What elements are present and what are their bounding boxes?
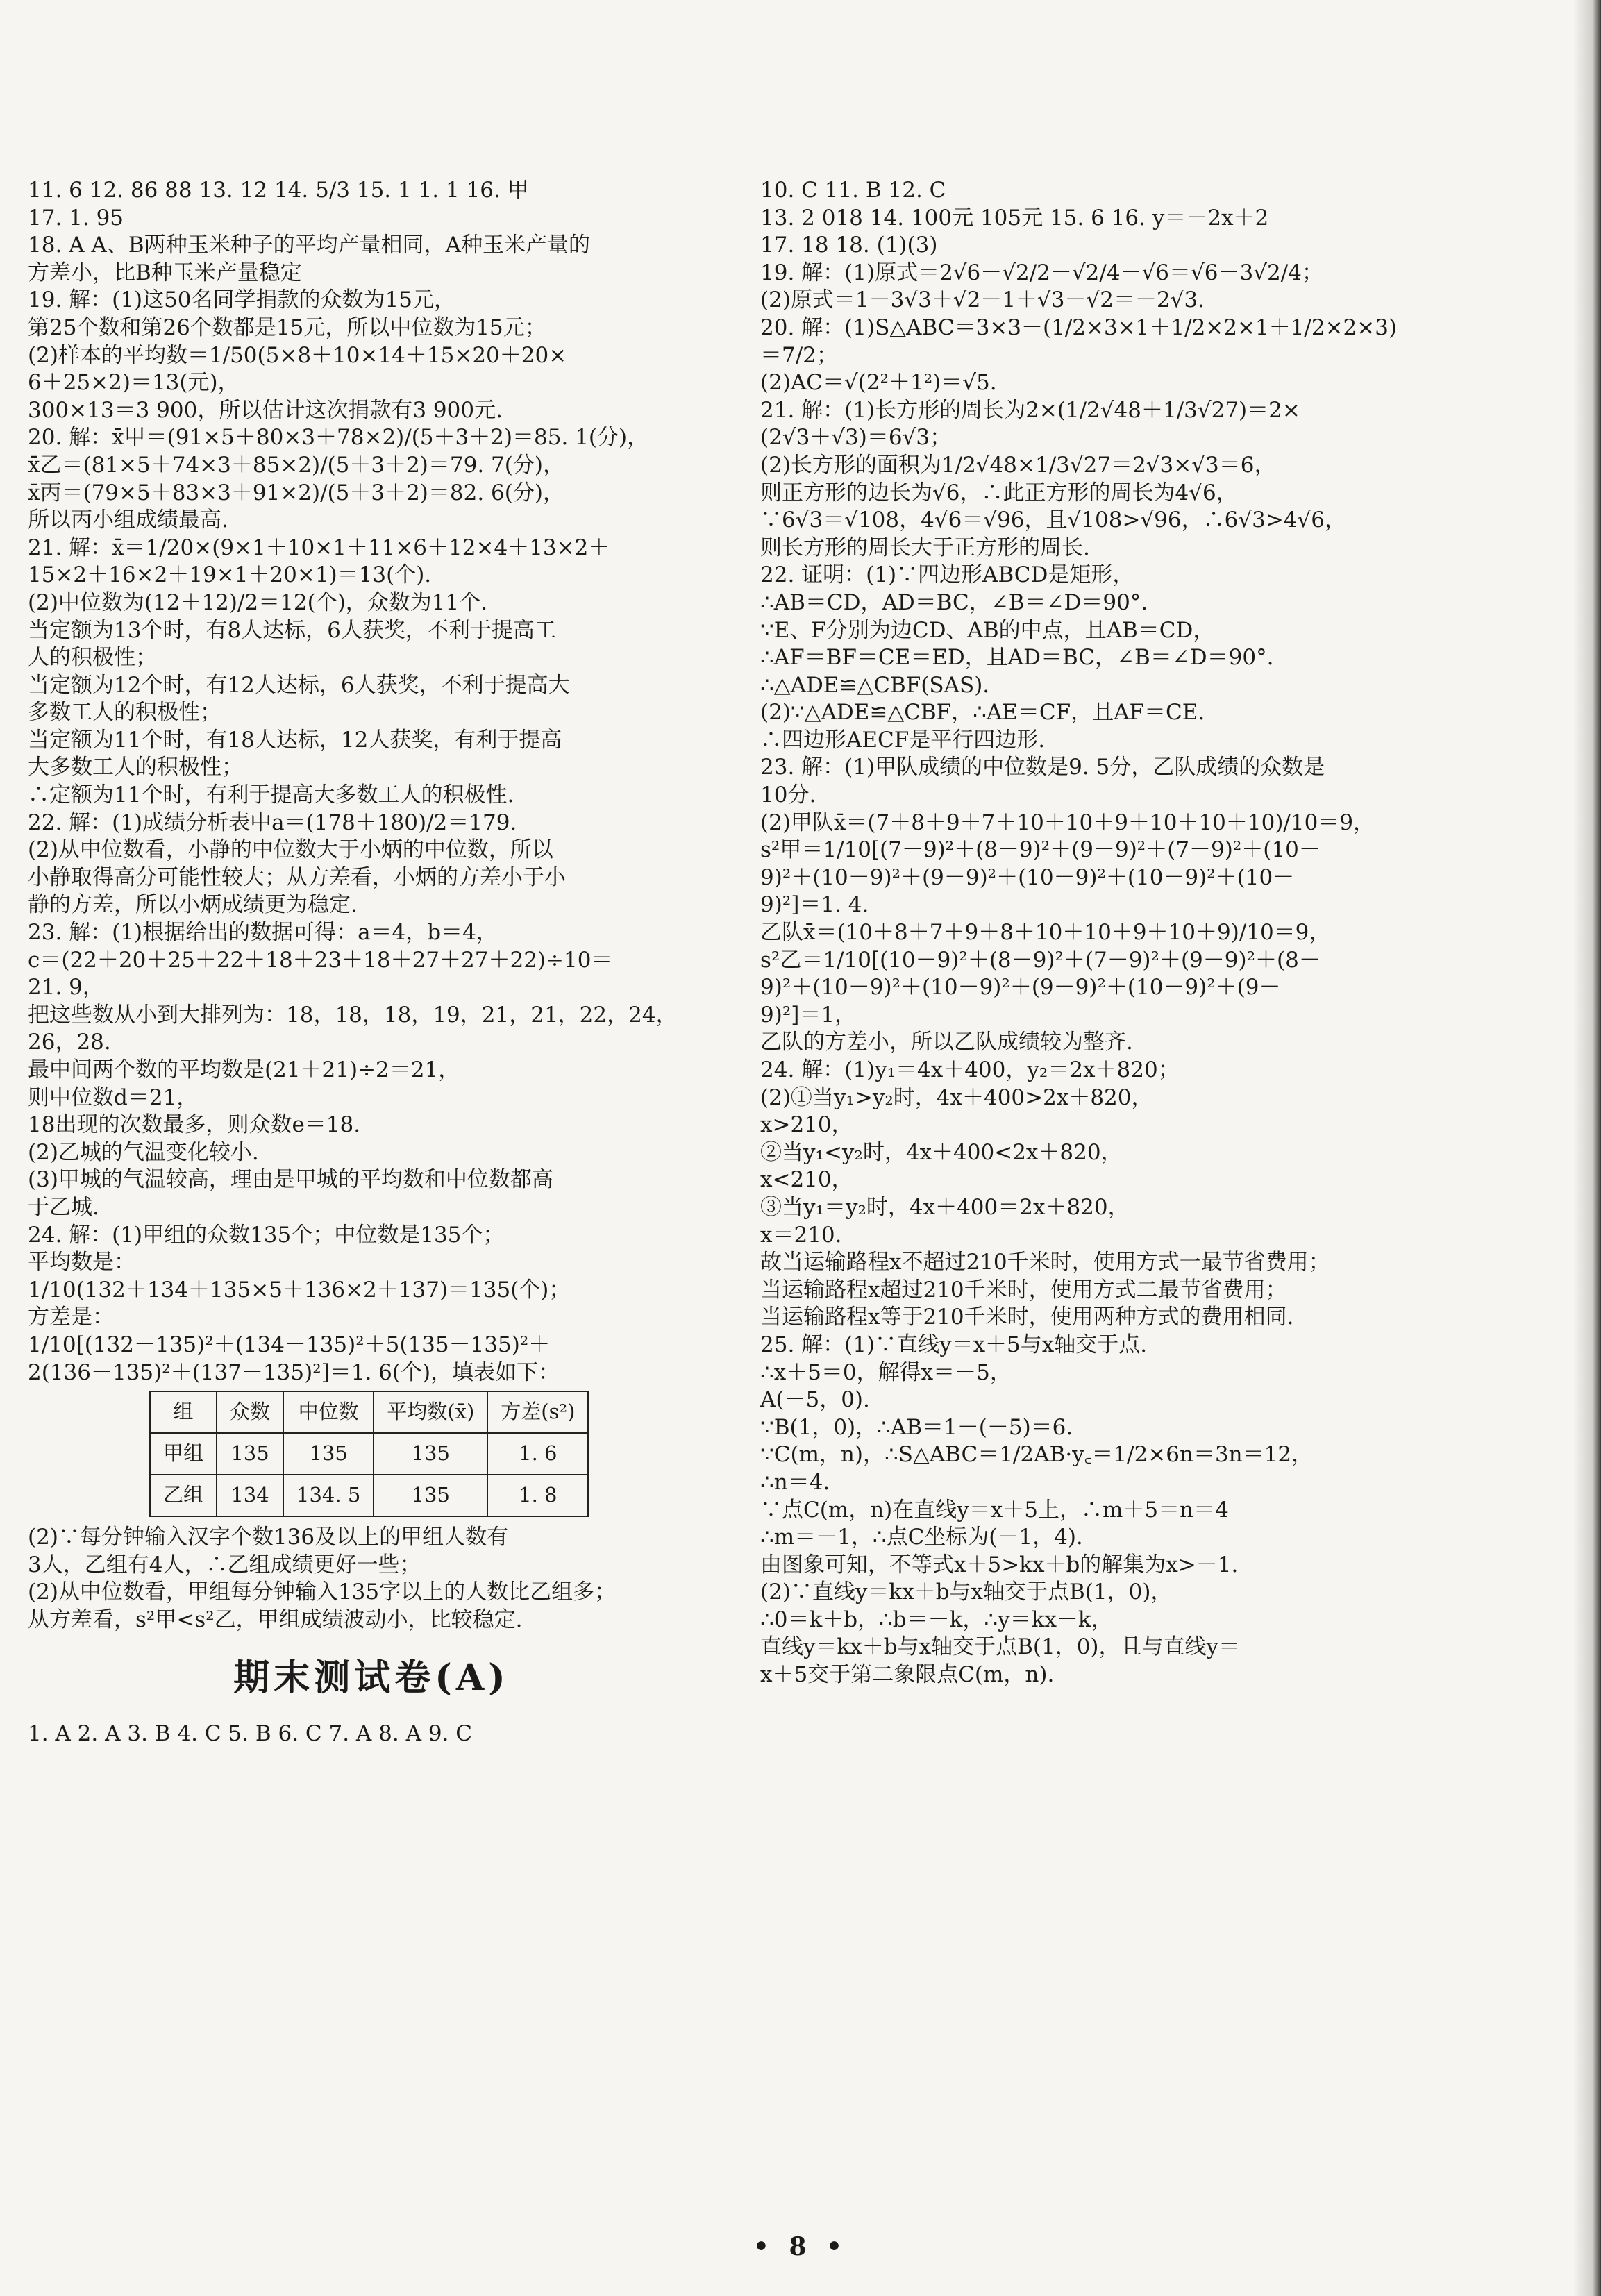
right-column — [760, 177, 1448, 1689]
answer-line: ∴n＝4. — [760, 1469, 830, 1495]
answer-line: 则中位数d＝21， — [28, 1084, 199, 1110]
table-cell: 135 — [283, 1433, 374, 1475]
answer-line: 19. 解：(1)原式＝2√6－√2/2－√2/4－√6＝√6－3√2/4； — [760, 260, 1323, 285]
right-answer-lines — [760, 177, 1448, 1689]
answer-line: 17. 1. 95 — [28, 205, 124, 231]
answer-line: (2)从中位数看，甲组每分钟输入135字以上的人数比乙组多； — [28, 1579, 617, 1605]
table-header-row — [150, 1391, 588, 1433]
section-title: 期末测试卷(A) — [233, 1656, 510, 1699]
answer-line: 19. 解：(1)这50名同学捐款的众数为15元， — [28, 287, 455, 313]
answer-line: x>210， — [760, 1112, 853, 1138]
answer-line: 1/10(132＋134＋135×5＋136×2＋137)＝135(个)； — [28, 1277, 571, 1302]
answer-line: 9)²]＝1. 4. — [760, 892, 869, 918]
table-header-cell: 平均数(x̄) — [374, 1391, 487, 1433]
answer-line: 方差小，比B种玉米产量稳定 — [28, 260, 302, 285]
table-header-cell: 方差(s²) — [487, 1391, 588, 1433]
answer-line: x̄丙＝(79×5＋83×3＋91×2)/(5＋3＋2)＝82. 6(分)， — [28, 480, 564, 505]
answer-line: A(－5，0). — [760, 1387, 870, 1413]
answer-line: 23. 解：(1)根据给出的数据可得：a＝4，b＝4， — [28, 920, 498, 946]
table-row — [150, 1475, 588, 1516]
answer-line: (2)甲队x̄＝(7＋8＋9＋7＋10＋10＋9＋10＋10＋10)/10＝9， — [760, 810, 1375, 835]
answer-line: ∵点C(m，n)在直线y＝x＋5上，∴m＋5＝n＝4 — [760, 1497, 1229, 1523]
answer-line: ∵6√3＝√108，4√6＝√96，且√108>√96，∴6√3>4√6， — [760, 508, 1346, 533]
page-binding-edge — [1573, 0, 1601, 2296]
answer-line: 24. 解：(1)甲组的众数135个；中位数是135个； — [28, 1222, 505, 1248]
answer-line: 则正方形的边长为√6，∴此正方形的周长为4√6， — [760, 480, 1238, 505]
answer-line: 大多数工人的积极性； — [28, 755, 243, 780]
table-cell: 135 — [374, 1475, 487, 1516]
left-after-table-lines — [28, 1524, 715, 1634]
answer-line: ∵C(m，n)，∴S△ABC＝1/2AB·y꜀＝1/2×6n＝3n＝12， — [760, 1442, 1314, 1468]
left-answer-lines — [28, 177, 715, 1386]
answer-line: 当运输路程x等于210千米时，使用两种方式的费用相同. — [760, 1305, 1294, 1330]
answer-line: 21. 解：x̄＝1/20×(9×1＋10×1＋11×6＋12×4＋13×2＋ — [28, 535, 610, 560]
answer-line: 22. 证明：(1)∵四边形ABCD是矩形， — [760, 562, 1134, 588]
answer-line: c＝(22＋20＋25＋22＋18＋23＋18＋27＋27＋22)÷10＝ — [28, 947, 613, 973]
answer-line: 9)²＋(10－9)²＋(10－9)²＋(9－9)²＋(10－9)²＋(9－ — [760, 975, 1281, 1000]
answer-line: 平均数是： — [28, 1250, 135, 1275]
table-cell: 1. 6 — [487, 1433, 588, 1475]
answer-line: 乙队x̄＝(10＋8＋7＋9＋8＋10＋10＋9＋10＋9)/10＝9， — [760, 920, 1331, 946]
answer-line: (2)∵△ADE≌△CBF，∴AE＝CF，且AF＝CE. — [760, 700, 1205, 726]
answer-line: 从方差看，s²甲<s²乙，甲组成绩波动小，比较稳定. — [28, 1607, 523, 1632]
answer-line: 当定额为13个时，有8人达标，6人获奖，不利于提高工 — [28, 617, 556, 643]
answer-line: 直线y＝kx＋b与x轴交于点B(1，0)，且与直线y＝ — [760, 1634, 1241, 1660]
table-cell: 135 — [374, 1433, 487, 1475]
answer-line: (2)①当y₁>y₂时，4x＋400>2x＋820， — [760, 1084, 1153, 1110]
answer-line: 所以丙小组成绩最高. — [28, 508, 228, 533]
answer-line: 9)²]＝1， — [760, 1002, 857, 1028]
answer-line: 18. A A、B两种玉米种子的平均产量相同，A种玉米产量的 — [28, 233, 590, 258]
answer-line: (2)从中位数看，小静的中位数大于小炳的中位数，所以 — [28, 837, 553, 863]
answer-line: 1. A 2. A 3. B 4. C 5. B 6. C 7. A 8. A 9. C — [28, 1720, 472, 1746]
answer-line: 13. 2 018 14. 100元 105元 15. 6 16. y＝－2x＋2 — [760, 205, 1269, 231]
answer-line: 1/10[(132－135)²＋(134－135)²＋5(135－135)²＋ — [28, 1332, 551, 1357]
page-number: • 8 • — [753, 2232, 848, 2261]
answer-line: 当定额为12个时，有12人达标，6人获奖，不利于提高大 — [28, 672, 570, 698]
left-column — [28, 177, 715, 1748]
answer-line: 最中间两个数的平均数是(21＋21)÷2＝21， — [28, 1057, 460, 1082]
answer-line: ∴定额为11个时，有利于提高大多数工人的积极性. — [28, 782, 514, 808]
answer-line: 18出现的次数最多，则众数e＝18. — [28, 1112, 361, 1138]
answer-line: 由图象可知，不等式x＋5>kx＋b的解集为x>－1. — [760, 1552, 1239, 1577]
table-cell: 甲组 — [150, 1433, 217, 1475]
answer-line: 26，28. — [28, 1030, 111, 1055]
answer-line: 2(136－135)²＋(137－135)²]＝1. 6(个)，填表如下： — [28, 1359, 560, 1385]
answer-line: (2)∵每分钟输入汉字个数136及以上的甲组人数有 — [28, 1525, 509, 1550]
answer-line: 乙队的方差小，所以乙队成绩较为整齐. — [760, 1030, 1133, 1055]
table-cell: 135 — [217, 1433, 283, 1475]
table-header-cell: 众数 — [217, 1391, 283, 1433]
answer-line: (2√3＋√3)＝6√3； — [760, 425, 952, 451]
answer-line: x＝210. — [760, 1222, 842, 1248]
answer-line: ＝7/2； — [760, 342, 838, 368]
answer-line: 24. 解：(1)y₁＝4x＋400，y₂＝2x＋820； — [760, 1057, 1180, 1082]
answer-line: 9)²＋(10－9)²＋(9－9)²＋(10－9)²＋(10－9)²＋(10－ — [760, 864, 1295, 890]
answer-line: 21. 解：(1)长方形的周长为2×(1/2√48＋1/3√27)＝2× — [760, 397, 1300, 423]
answer-line: 22. 解：(1)成绩分析表中a＝(178＋180)/2＝179. — [28, 810, 517, 835]
answer-line: 多数工人的积极性； — [28, 700, 221, 726]
answer-line: 把这些数从小到大排列为：18，18，18，19，21，21，22，24， — [28, 1002, 678, 1028]
answer-line: 23. 解：(1)甲队成绩的中位数是9. 5分，乙队成绩的众数是 — [760, 755, 1325, 780]
answer-line: 当运输路程x超过210千米时，使用方式二最节省费用； — [760, 1277, 1287, 1302]
answer-line: (3)甲城的气温较高，理由是甲城的平均数和中位数都高 — [28, 1167, 553, 1193]
answer-line: 11. 6 12. 86 88 13. 12 14. 5/3 15. 1 1. 1 16. 甲 — [28, 178, 529, 203]
answer-line: (2)样本的平均数＝1/50(5×8＋10×14＋15×20＋20× — [28, 342, 567, 368]
table-cell: 1. 8 — [487, 1475, 588, 1516]
answer-line: 21. 9， — [28, 975, 104, 1000]
table-row — [150, 1433, 588, 1475]
answer-line: ∵E、F分别为边CD、AB的中点，且AB＝CD， — [760, 617, 1215, 643]
answer-line: 15×2＋16×2＋19×1＋20×1)＝13(个). — [28, 562, 432, 588]
answer-line: ③当y₁＝y₂时，4x＋400＝2x＋820， — [760, 1194, 1130, 1220]
answer-line: 静的方差，所以小炳成绩更为稳定. — [28, 892, 358, 918]
answer-line: (2)长方形的面积为1/2√48×1/3√27＝2√3×√3＝6， — [760, 452, 1276, 478]
answer-line: 故当运输路程x不超过210千米时，使用方式一最节省费用； — [760, 1250, 1330, 1275]
answer-line: ∴△ADE≌△CBF(SAS). — [760, 672, 990, 698]
answer-line: 第25个数和第26个数都是15元，所以中位数为15元； — [28, 315, 546, 340]
answer-line: ∴0＝k＋b，∴b＝－k，∴y＝kx－k， — [760, 1607, 1113, 1632]
table-header-cell: 组 — [150, 1391, 217, 1433]
answer-line: 300×13＝3 900，所以估计这次捐款有3 900元. — [28, 397, 503, 423]
answer-line: 方差是： — [28, 1305, 114, 1330]
answer-line: 10. C 11. B 12. C — [760, 178, 946, 203]
table-cell: 乙组 — [150, 1475, 217, 1516]
answer-line: x̄乙＝(81×5＋74×3＋85×2)/(5＋3＋2)＝79. 7(分)， — [28, 452, 564, 478]
table-header-cell: 中位数 — [283, 1391, 374, 1433]
answer-line: ∴AF＝BF＝CE＝ED，且AD＝BC，∠B＝∠D＝90°. — [760, 645, 1274, 671]
answer-line: ∴AB＝CD，AD＝BC，∠B＝∠D＝90°. — [760, 589, 1148, 615]
answer-line: (2)原式＝1－3√3＋√2－1＋√3－√2＝－2√3. — [760, 287, 1205, 313]
answer-line: x＋5交于第二象限点C(m，n). — [760, 1662, 1055, 1688]
answer-line: ②当y₁<y₂时，4x＋400<2x＋820， — [760, 1139, 1123, 1165]
answer-line: (2)中位数为(12＋12)/2＝12(个)，众数为11个. — [28, 589, 488, 615]
answer-line: ∴x＋5＝0，解得x＝－5， — [760, 1359, 1012, 1385]
answer-line: s²乙＝1/10[(10－9)²＋(8－9)²＋(7－9)²＋(9－9)²＋(8－ — [760, 947, 1321, 973]
score-table — [149, 1391, 589, 1517]
answer-line: 3人，乙组有4人，∴乙组成绩更好一些； — [28, 1552, 421, 1577]
answer-line: (2)∵直线y＝kx＋b与x轴交于点B(1，0)， — [760, 1579, 1173, 1605]
answer-line: s²甲＝1/10[(7－9)²＋(8－9)²＋(9－9)²＋(7－9)²＋(10－ — [760, 837, 1321, 863]
answer-line: ∴m＝－1，∴点C坐标为(－1，4). — [760, 1525, 1083, 1550]
answer-line: 25. 解：(1)∵直线y＝x＋5与x轴交于点. — [760, 1332, 1148, 1357]
answer-line: 人的积极性； — [28, 645, 157, 671]
table-cell: 134 — [217, 1475, 283, 1516]
table-cell: 134. 5 — [283, 1475, 374, 1516]
answer-line: (2)AC＝√(2²＋1²)＝√5. — [760, 370, 997, 396]
answer-line: ∵B(1，0)，∴AB＝1－(－5)＝6. — [760, 1414, 1073, 1440]
answer-line: 则长方形的周长大于正方形的周长. — [760, 535, 1090, 560]
answer-line: 6＋25×2)＝13(元)， — [28, 370, 240, 396]
answer-line: (2)乙城的气温变化较小. — [28, 1139, 259, 1165]
answer-line: 10分. — [760, 782, 816, 808]
answer-line: 20. 解：(1)S△ABC＝3×3－(1/2×3×1＋1/2×2×1＋1/2×2×3) — [760, 315, 1398, 340]
answer-line: 当定额为11个时，有18人达标，12人获奖，有利于提高 — [28, 727, 562, 753]
answer-line: 17. 18 18. (1)(3) — [760, 233, 938, 258]
answer-line: ∴四边形AECF是平行四边形. — [760, 727, 1046, 753]
answer-line: 20. 解：x̄甲＝(91×5＋80×3＋78×2)/(5＋3＋2)＝85. 1(分)， — [28, 425, 649, 451]
answer-line: 小静取得高分可能性较大；从方差看，小炳的方差小于小 — [28, 864, 566, 890]
answer-line: x<210， — [760, 1167, 853, 1193]
answer-line: 于乙城. — [28, 1194, 99, 1220]
